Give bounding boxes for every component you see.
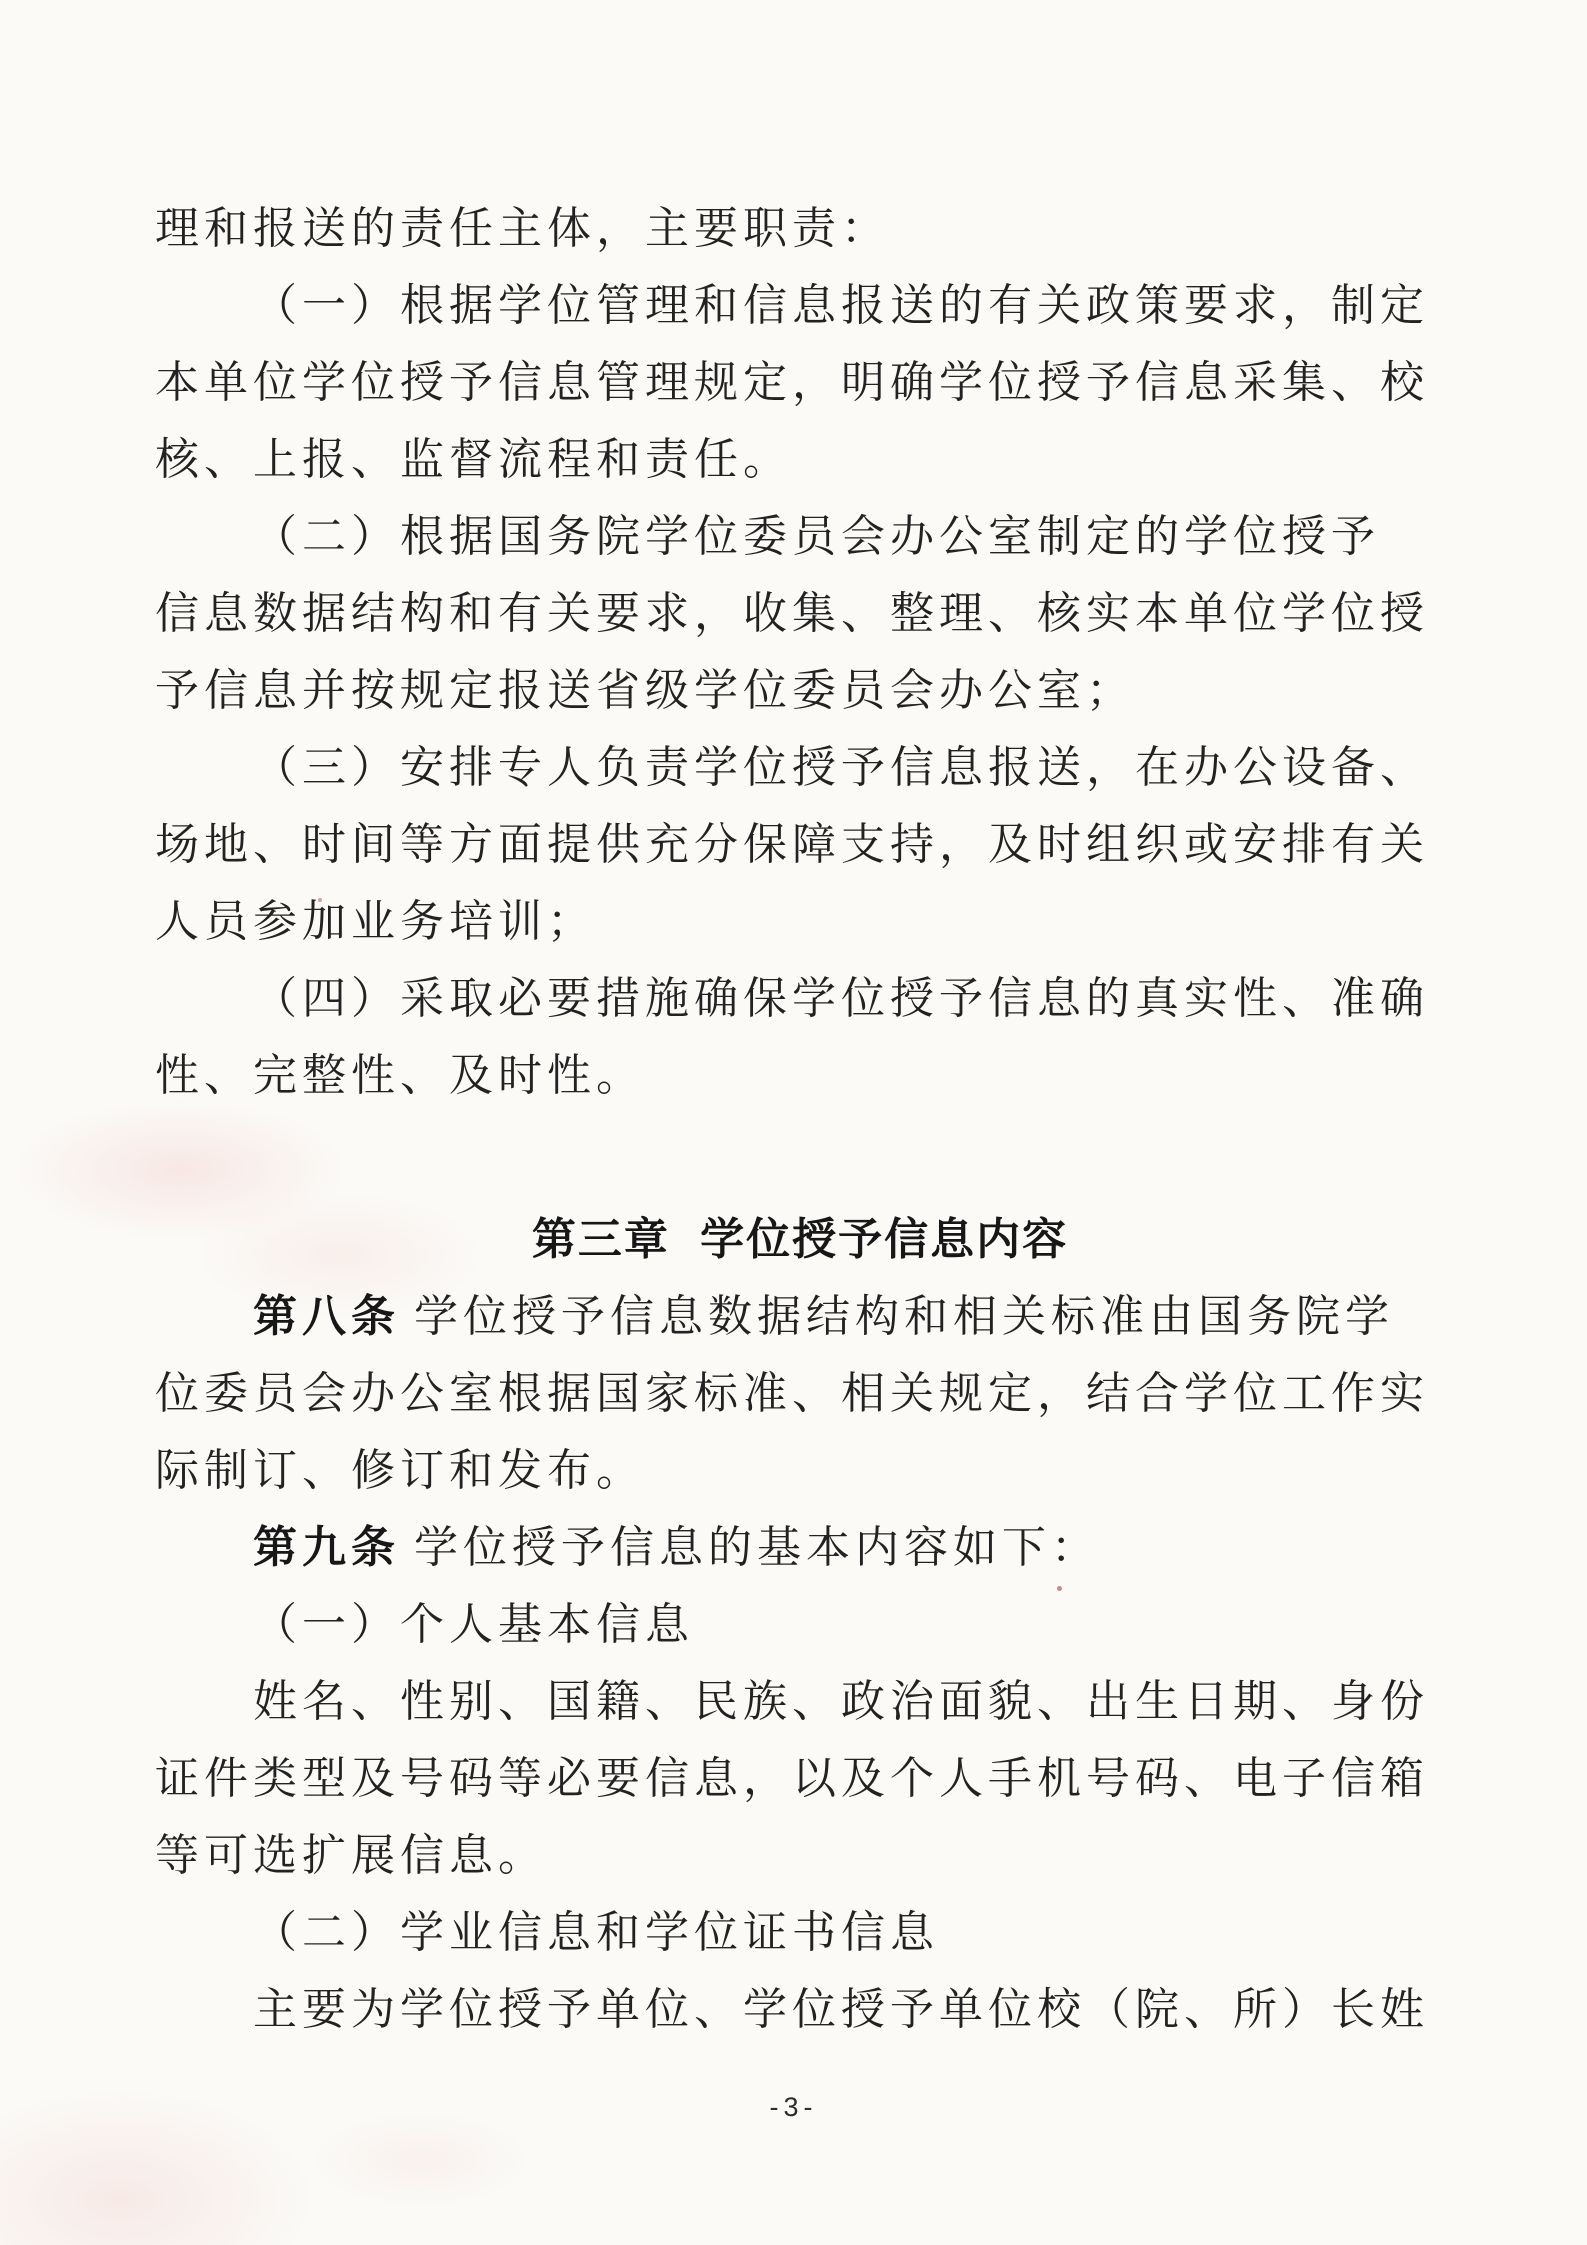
text-line: （三）安排专人负责学位授予信息报送，在办公设备、 xyxy=(253,743,1429,792)
article-text: 学位授予信息数据结构和相关标准由国务院学 xyxy=(414,1292,1394,1341)
article-text: 学位授予信息的基本内容如下： xyxy=(414,1523,1100,1572)
text-line: （一）个人基本信息 xyxy=(253,1600,694,1649)
scan-speck xyxy=(1057,1586,1062,1591)
text-line: （四）采取必要措施确保学位授予信息的真实性、准确 xyxy=(253,974,1429,1023)
text-line: 本单位学位授予信息管理规定，明确学位授予信息采集、校 xyxy=(155,358,1429,407)
text-line xyxy=(155,1509,1445,1586)
text-line: 位委员会办公室根据国家标准、相关规定，结合学位工作实 xyxy=(155,1369,1429,1418)
text-line: 信息数据结构和有关要求，收集、整理、核实本单位学位授 xyxy=(155,589,1429,638)
chapter-heading: 第三章 学位授予信息内容 xyxy=(531,1215,1069,1264)
scan-speck xyxy=(318,898,322,902)
text-line: （一）根据学位管理和信息报送的有关政策要求，制定 xyxy=(253,281,1429,330)
text-line: （二）学业信息和学位证书信息 xyxy=(253,1908,939,1957)
article-number: 第八条 xyxy=(253,1292,400,1341)
text-line: 际制订、修订和发布。 xyxy=(155,1446,645,1495)
page-number: -3- xyxy=(769,2092,818,2122)
text-line xyxy=(155,1278,1445,1355)
text-line: 核、上报、监督流程和责任。 xyxy=(155,435,792,484)
text-line: 姓名、性别、国籍、民族、政治面貌、出生日期、身份 xyxy=(253,1677,1429,1726)
article-number: 第九条 xyxy=(253,1523,400,1572)
text-line: 性、完整性、及时性。 xyxy=(155,1051,645,1100)
text-line: （二）根据国务院学位委员会办公室制定的学位授予 xyxy=(253,512,1380,561)
text-line: 人员参加业务培训； xyxy=(155,897,596,946)
text-column xyxy=(155,0,1445,2048)
text-line: 证件类型及号码等必要信息，以及个人手机号码、电子信箱 xyxy=(155,1754,1429,1803)
text-line: 场地、时间等方面提供充分保障支持，及时组织或安排有关 xyxy=(155,820,1429,869)
text-line: 等可选扩展信息。 xyxy=(155,1831,547,1880)
text-line: 理和报送的责任主体，主要职责： xyxy=(155,204,890,253)
text-line: 主要为学位授予单位、学位授予单位校（院、所）长姓 xyxy=(253,1985,1429,2034)
text-line: 予信息并按规定报送省级学位委员会办公室； xyxy=(155,666,1135,715)
scan-speck xyxy=(555,1478,559,1482)
